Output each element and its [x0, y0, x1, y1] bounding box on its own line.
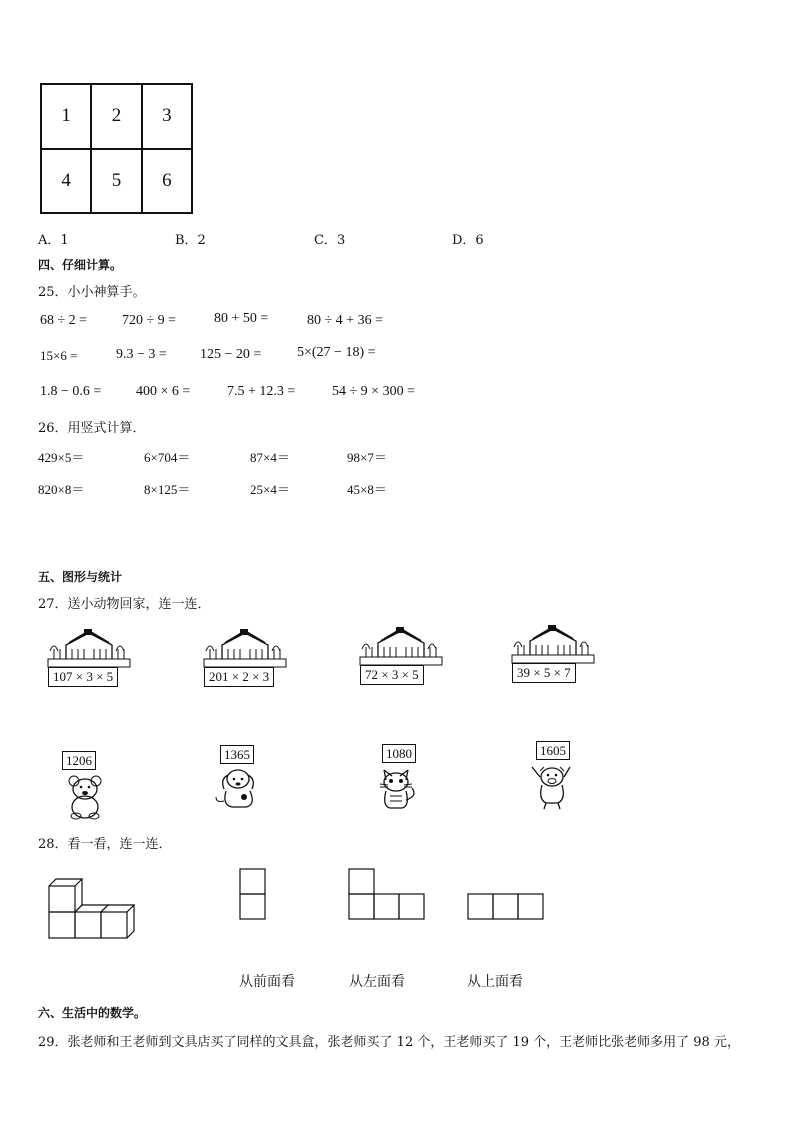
option-c: C．3	[314, 233, 346, 248]
house-icon	[44, 627, 134, 671]
animal-number: 1080	[382, 744, 416, 763]
section-heading: 六、生活中的数学。	[38, 1006, 147, 1020]
grid-cell: 4	[41, 149, 91, 214]
grid-cell: 5	[91, 149, 141, 214]
house-icon	[356, 625, 446, 669]
grid-cell: 2	[91, 84, 141, 149]
option-d: D．6	[452, 233, 484, 248]
house-icon	[200, 627, 290, 671]
question-title: 25．小小神算手。	[38, 285, 146, 300]
option-b: B．2	[175, 233, 206, 248]
calc-item: 80 ÷ 4 + 36 =	[307, 313, 383, 328]
question-title: 28．看一看，连一连．	[38, 837, 172, 852]
word-problem: 29．张老师和王老师到文具店买了同样的文具盒，张老师买了 12 个，王老师买了 19 个，王老师比张老师多用了 98 元，	[38, 1035, 740, 1050]
house-icon	[508, 623, 598, 667]
vertical-calc-item: 429×5＝	[38, 450, 85, 465]
house-label: 201 × 2 × 3	[204, 667, 274, 687]
cube-stack-figure	[46, 876, 138, 942]
option-a: A．1	[38, 233, 69, 248]
calc-item: 15×6 =	[40, 348, 78, 363]
cat-icon	[372, 766, 424, 812]
vertical-calc-item: 25×4＝	[250, 482, 290, 497]
animal-3	[370, 744, 440, 814]
vertical-calc-item: 6×704＝	[144, 450, 191, 465]
animal-4	[524, 741, 594, 815]
section-heading: 五、图形与统计	[38, 570, 123, 584]
animal-number: 1605	[536, 741, 570, 760]
question-title: 26．用竖式计算．	[38, 421, 146, 436]
vertical-calc-item: 820×8＝	[38, 482, 85, 497]
calc-item: 9.3 − 3 =	[116, 347, 167, 362]
house-3	[356, 625, 446, 687]
vertical-calc-item: 45×8＝	[347, 482, 387, 497]
house-1	[44, 627, 134, 689]
animal-1	[50, 751, 120, 821]
animal-2	[208, 745, 278, 815]
view-label-top: 从上面看	[467, 974, 523, 990]
calc-item: 1.8 − 0.6 =	[40, 384, 102, 399]
calc-item: 125 − 20 =	[200, 347, 262, 362]
house-label: 107 × 3 × 5	[48, 667, 118, 687]
calc-item: 400 × 6 =	[136, 384, 191, 399]
calc-item: 5×(27 − 18) =	[297, 345, 376, 360]
house-label: 39 × 5 × 7	[512, 663, 576, 683]
view-shape-b	[347, 867, 429, 921]
house-2	[200, 627, 290, 689]
dog-icon	[210, 767, 266, 813]
view-shape-a	[238, 867, 268, 921]
calc-item: 80 + 50 =	[214, 311, 269, 326]
vertical-calc-item: 87×4＝	[250, 450, 290, 465]
calc-item: 720 ÷ 9 =	[122, 313, 177, 328]
grid-cell: 1	[41, 84, 91, 149]
view-label-front: 从前面看	[239, 974, 295, 990]
vertical-calc-item: 8×125＝	[144, 482, 191, 497]
animal-number: 1206	[62, 751, 96, 770]
calc-item: 7.5 + 12.3 =	[227, 384, 296, 399]
pig-icon	[526, 763, 578, 813]
bear-icon	[60, 771, 110, 821]
house-4	[508, 623, 598, 685]
house-label: 72 × 3 × 5	[360, 665, 424, 685]
number-grid	[40, 83, 193, 214]
grid-cell: 3	[142, 84, 192, 149]
section-heading: 四、仔细计算。	[38, 258, 123, 272]
question-title: 27．送小动物回家，连一连．	[38, 597, 211, 612]
grid-cell: 6	[142, 149, 192, 214]
view-label-left: 从左面看	[349, 974, 405, 990]
calc-item: 54 ÷ 9 × 300 =	[332, 384, 415, 399]
animal-number: 1365	[220, 745, 254, 764]
calc-item: 68 ÷ 2 =	[40, 313, 88, 328]
vertical-calc-item: 98×7＝	[347, 450, 387, 465]
view-shape-c	[466, 892, 548, 922]
